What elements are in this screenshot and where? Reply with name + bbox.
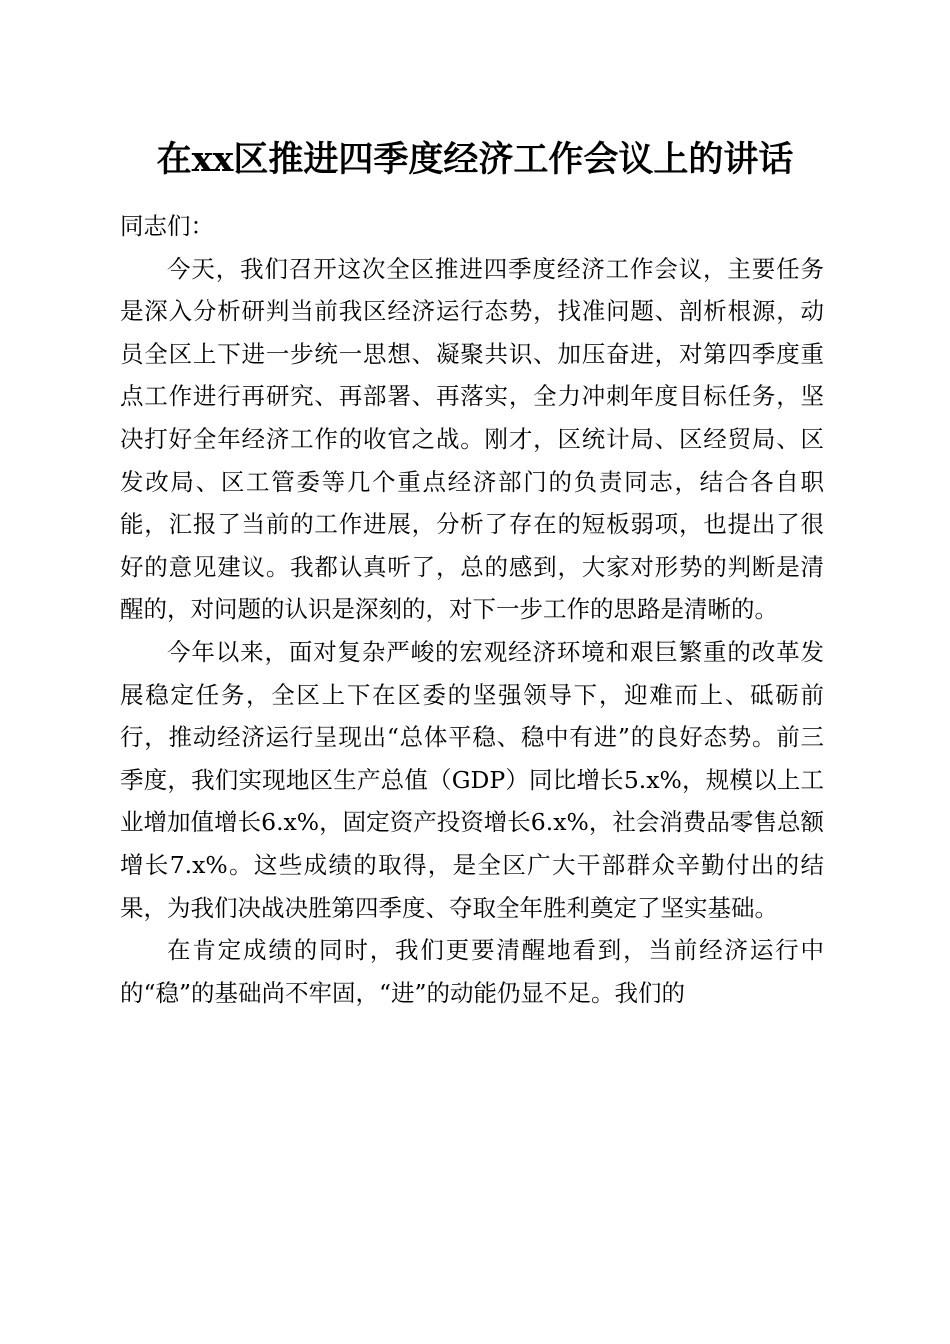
- document-body: [120, 205, 824, 1014]
- paragraph-3: 在肯定成绩的同时，我们更要清醒地看到，当前经济运行中的“稳”的基础尚不牢固，“进”的动能仍显不足。我们的: [120, 936, 824, 1007]
- document-title: 在xx区推进四季度经济工作会议上的讲话: [156, 139, 794, 180]
- salutation: 同志们：: [120, 212, 214, 240]
- paragraph-2: 今年以来，面对复杂严峻的宏观经济环境和艰巨繁重的改革发展稳定任务，全区上下在区委的坚强领导下，迎难而上、砥砺前行，推动经济运行呈现出“总体平稳、稳中有进”的良好态势。前三季度，我们实现地区生产总值（GDP）同比增长5.x%，规模以上工业增加值增长6.x%，固定资产投资增长6.x%，社会消费品零售总额增长7.x%。这些成绩的取得，是全区广大干部群众辛勤付出的结果，为我们决战决胜第四季度、夺取全年胜利奠定了坚实基础。: [120, 637, 824, 922]
- paragraph-1: 今天，我们召开这次全区推进四季度经济工作会议，主要任务是深入分析研判当前我区经济运行态势，找准问题、剖析根源，动员全区上下进一步统一思想、凝聚共识、加压奋进，对第四季度重点工作进行再研究、再部署、再落实，全力冲刺年度目标任务，坚决打好全年经济工作的收官之战。刚才，区统计局、区经贸局、区发改局、区工管委等几个重点经济部门的负责同志，结合各自职能，汇报了当前的工作进展，分析了存在的短板弱项，也提出了很好的意见建议。我都认真听了，总的感到，大家对形势的判断是清醒的，对问题的认识是深刻的，对下一步工作的思路是清晰的。: [120, 254, 824, 624]
